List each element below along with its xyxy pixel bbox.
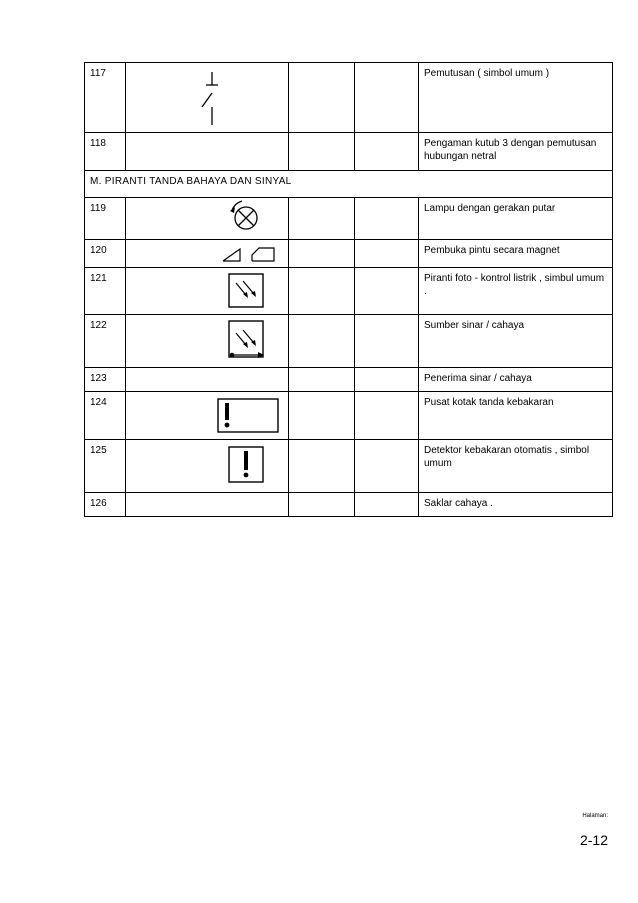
symbol-cell [126,198,289,240]
fire-alarm-center-icon [126,392,289,440]
empty-cell [289,315,355,368]
row-description: Pusat kotak tanda kebakaran [419,392,613,440]
row-number: 124 [85,392,126,440]
symbol-table [84,62,613,517]
empty-cell [289,392,355,440]
row-number: 122 [85,315,126,368]
row-description: Sumber sinar / cahaya [419,315,613,368]
empty-cell [355,198,419,240]
row-number: 117 [85,63,126,133]
row-number: 118 [85,133,126,171]
empty-cell [289,240,355,268]
row-description: Lampu dengan gerakan putar [419,198,613,240]
empty-cell [355,440,419,493]
row-number: 119 [85,198,126,240]
empty-cell [355,133,419,171]
empty-cell [355,368,419,392]
row-number: 125 [85,440,126,493]
symbol-cell [126,133,289,171]
table-row [85,392,613,440]
row-number: 123 [85,368,126,392]
row-description: Piranti foto - kontrol listrik , simbul umum . [419,268,613,315]
row-number: 126 [85,493,126,517]
empty-cell [289,493,355,517]
row-description: Pengaman kutub 3 dengan pemutusan hubungan netral [419,133,613,171]
empty-cell [355,493,419,517]
table-row [85,133,613,171]
row-description: Pembuka pintu secara magnet [419,240,613,268]
empty-cell [289,268,355,315]
empty-cell [289,368,355,392]
table-row [85,63,613,133]
photo-control-icon [126,268,289,315]
empty-cell [355,268,419,315]
table-row [85,493,613,517]
empty-cell [355,63,419,133]
symbol-cell [126,440,289,493]
empty-cell [355,315,419,368]
empty-cell [289,198,355,240]
empty-cell [355,392,419,440]
row-description: Pemutusan ( simbol umum ) [419,63,613,133]
symbol-cell [126,368,289,392]
empty-cell [355,240,419,268]
magnetic-door-opener-icon [126,240,289,268]
symbol-cell [126,268,289,315]
empty-cell [289,440,355,493]
table-row [85,268,613,315]
table-row [85,240,613,268]
section-heading: M. PIRANTI TANDA BAHAYA DAN SINYAL [85,171,613,198]
symbol-cell [126,493,289,517]
fire-detector-icon [126,440,289,493]
section-row [85,171,613,198]
symbol-cell [126,315,289,368]
symbol-cell [126,63,289,133]
row-description: Penerima sinar / cahaya [419,368,613,392]
page-label: Halaman: [582,813,608,819]
switch-break-icon [126,63,289,133]
table-row [85,440,613,493]
rotating-lamp-icon [126,198,289,240]
row-number: 120 [85,240,126,268]
row-description: Detektor kebakaran otomatis , simbol umum [419,440,613,493]
table-row [85,368,613,392]
row-description: Saklar cahaya . [419,493,613,517]
light-source-icon [126,315,289,368]
table-row [85,198,613,240]
table-row [85,315,613,368]
empty-cell [289,63,355,133]
symbol-cell [126,392,289,440]
page-number: 2-12 [579,832,608,848]
row-number: 121 [85,268,126,315]
empty-cell [289,133,355,171]
symbol-cell [126,240,289,268]
